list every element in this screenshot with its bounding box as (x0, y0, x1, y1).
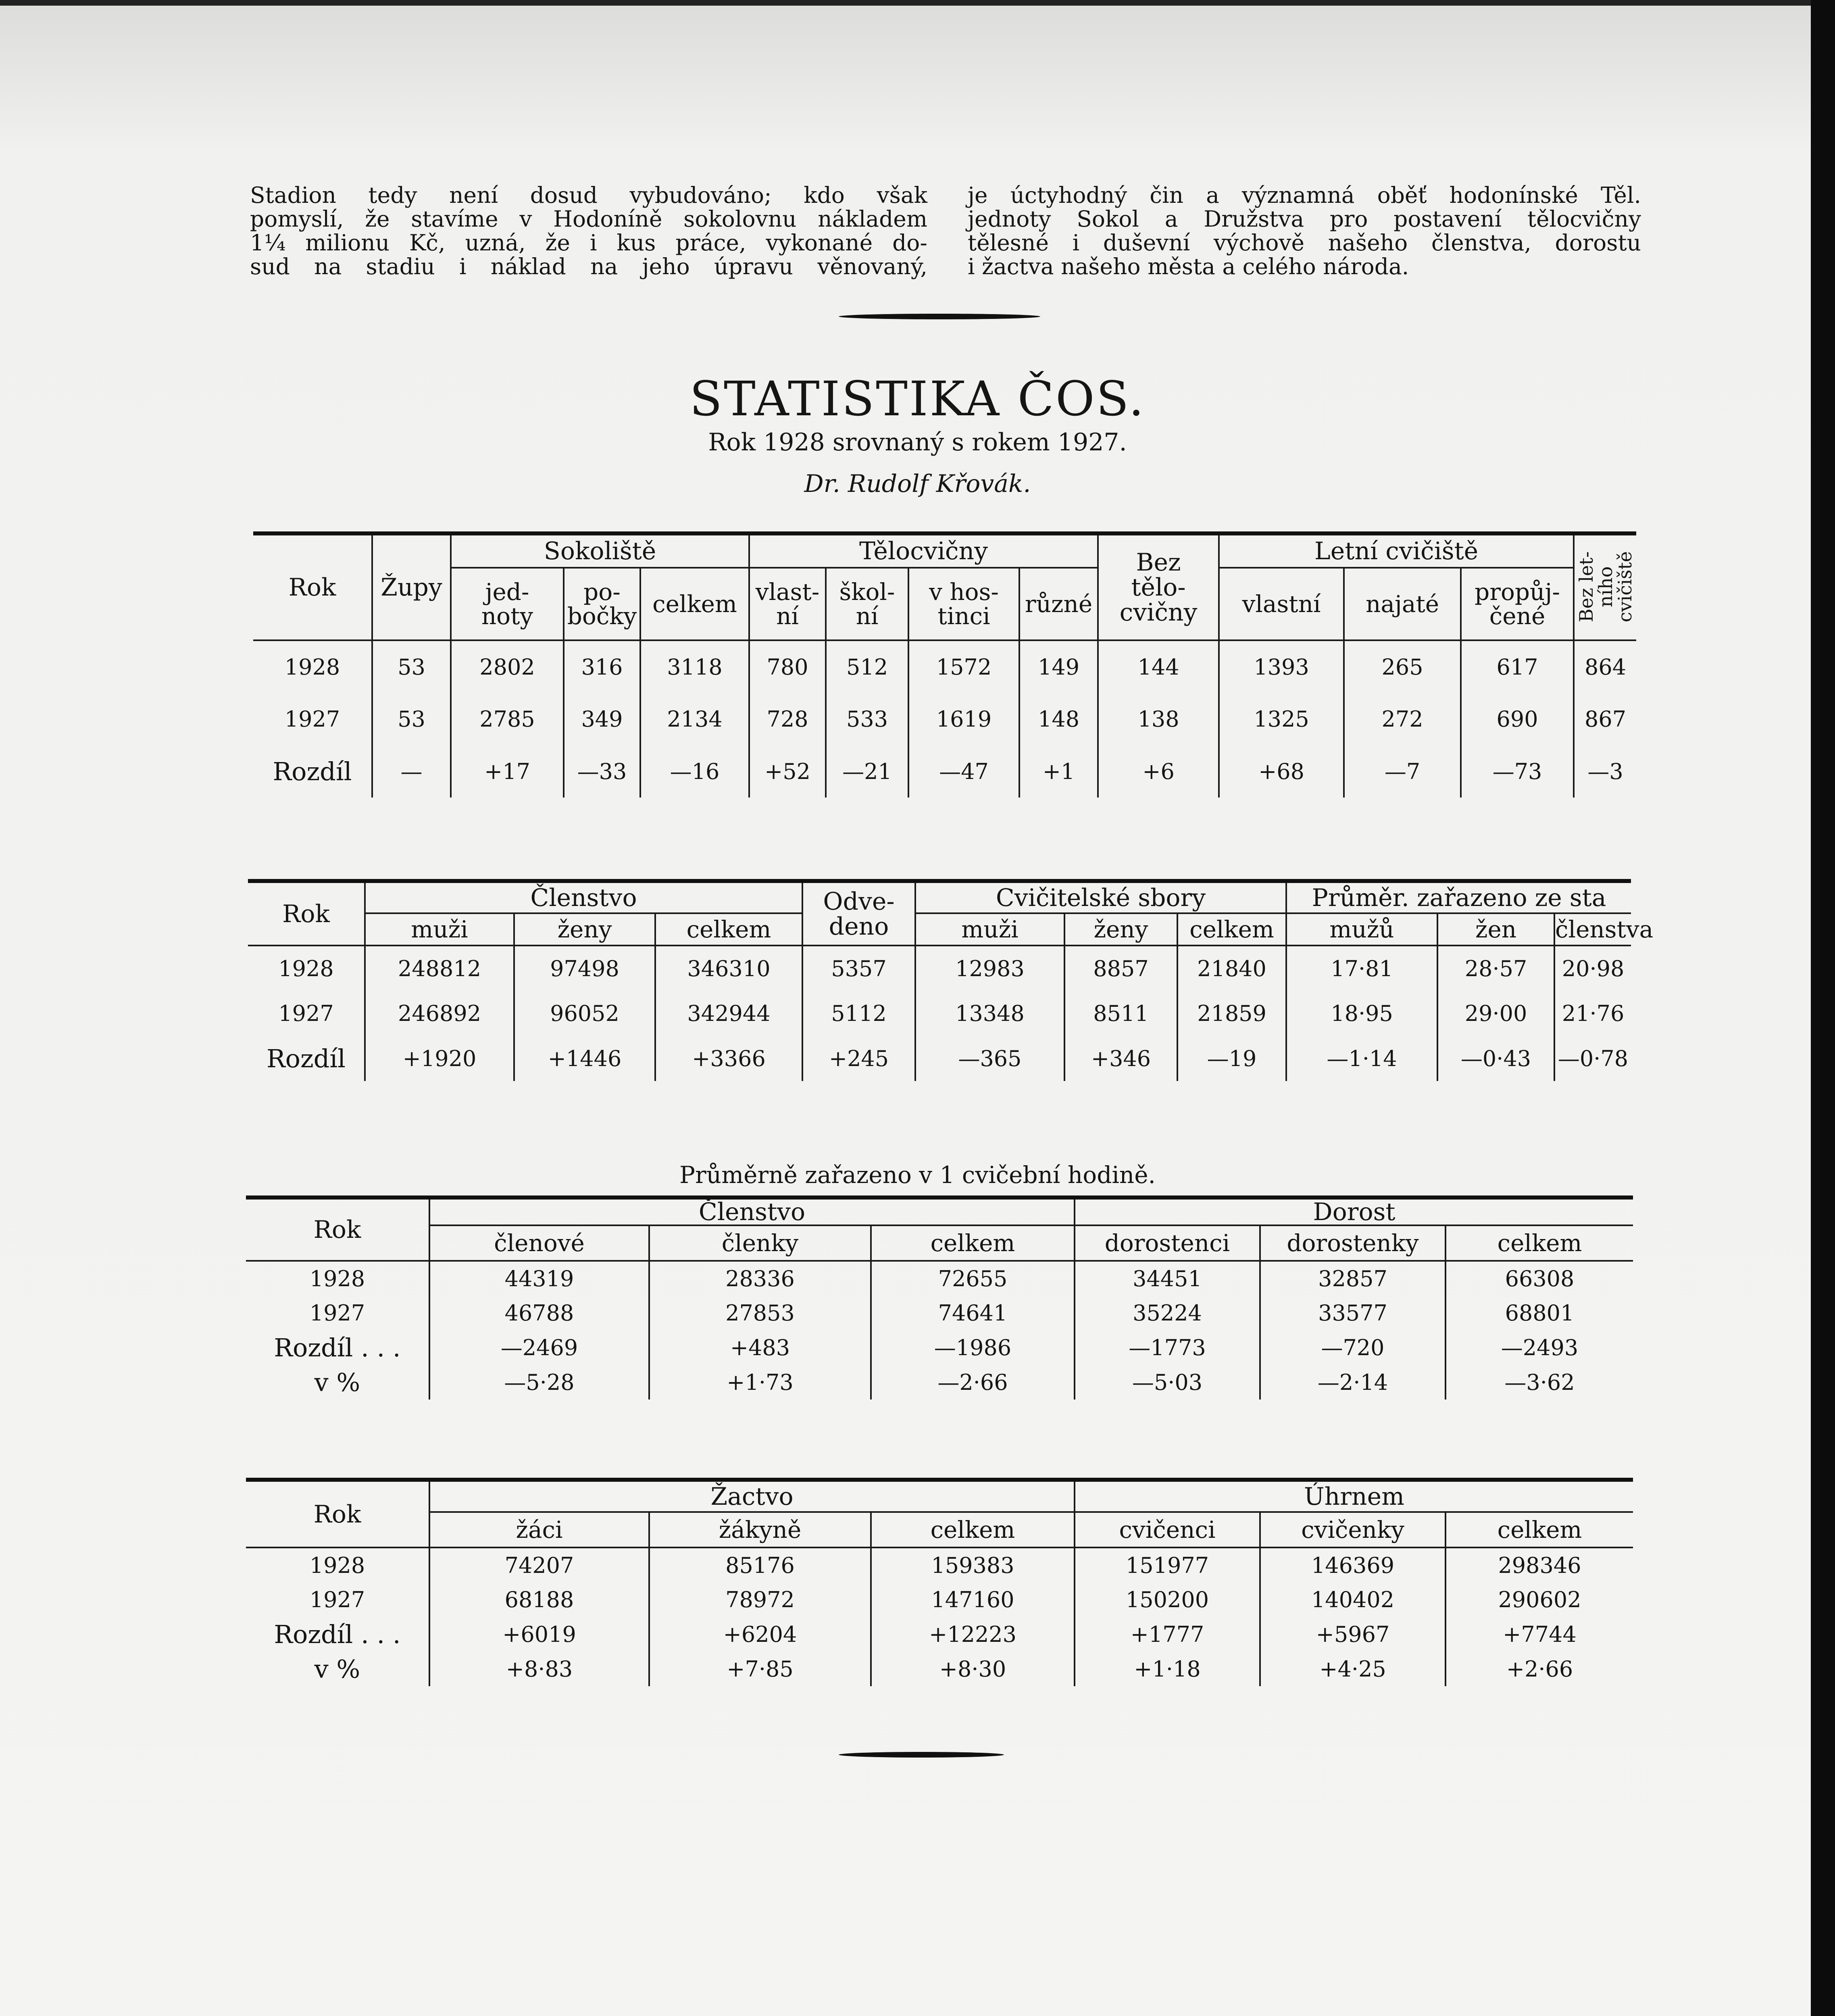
cell: +1·18 (1075, 1652, 1260, 1686)
table-row (246, 1617, 1633, 1652)
cell: 265 (1344, 640, 1461, 693)
group-header-zactvo: Žactvo (429, 1480, 1075, 1512)
cell: 2802 (451, 640, 564, 693)
page-title: STATISTIKA ČOS. (689, 371, 1146, 427)
col-header-sbory-zeny: ženy (1064, 913, 1177, 946)
cell: 728 (749, 693, 826, 745)
col-header-clenove: členové (429, 1225, 649, 1261)
table-caption: Průměrně zařazeno v 1 cvičební hodině. (679, 1161, 1156, 1189)
table-row (248, 946, 1631, 991)
cell: 53 (372, 640, 451, 693)
table-sokoliste (253, 531, 1636, 798)
col-header-zeny: ženy (514, 913, 655, 946)
subtitle: Rok 1928 srovnaný s rokem 1927. (708, 428, 1127, 456)
cell: 20·98 (1562, 956, 1625, 981)
row-label: v % (246, 1365, 429, 1400)
col-header-pobocky: po- bočky (564, 568, 640, 640)
group-header-uhrnem: Úhrnem (1075, 1480, 1633, 1512)
cell: +7·85 (649, 1652, 871, 1686)
cell: +245 (802, 1036, 915, 1081)
cell: —2·14 (1260, 1365, 1446, 1400)
row-label: 1927 (253, 693, 372, 745)
group-header-dorost: Dorost (1075, 1198, 1633, 1225)
table-row (246, 1547, 1633, 1582)
cell: —3·62 (1504, 1369, 1575, 1395)
cell: +6019 (429, 1617, 649, 1652)
cell: 78972 (649, 1582, 871, 1617)
cell: 18·95 (1286, 991, 1437, 1036)
cell: +4·25 (1260, 1652, 1446, 1686)
cell: 68188 (429, 1582, 649, 1617)
cell: —19 (1177, 1036, 1286, 1081)
cell: 28336 (649, 1261, 871, 1295)
col-header-uhrnem-celkem: celkem (1446, 1512, 1633, 1547)
cell: 29·00 (1437, 991, 1554, 1036)
col-header-letni-vlastni: vlastní (1219, 568, 1344, 640)
cell: 150200 (1075, 1582, 1260, 1617)
author: Dr. Rudolf Křovák. (804, 470, 1031, 498)
row-label: 1928 (253, 640, 372, 693)
cell: 1619 (908, 693, 1019, 745)
table-row (246, 1652, 1633, 1686)
cell: —0·43 (1437, 1036, 1554, 1081)
cell: —16 (640, 745, 749, 798)
col-header-muzi: muži (365, 913, 514, 946)
cell: 13348 (915, 991, 1064, 1036)
intro-line: sud na stadiu i náklad na jeho úpravu věnovaný, (250, 254, 927, 279)
cell: 159383 (871, 1547, 1075, 1582)
cell: 316 (564, 640, 640, 693)
cell: 149 (1019, 640, 1098, 693)
col-header-celkem: celkem (871, 1225, 1075, 1261)
cell: 66308 (1505, 1266, 1575, 1291)
row-label: 1927 (246, 1582, 429, 1617)
group-header-prumer: Průměr. zařazeno ze sta (1286, 881, 1631, 913)
cell: 290602 (1498, 1587, 1581, 1612)
col-header-bez-letniho-cviciste (1574, 533, 1636, 640)
cell: +2·66 (1506, 1656, 1573, 1682)
row-label: Rozdíl (253, 745, 372, 798)
row-label: Rozdíl (248, 1036, 365, 1081)
cell: 780 (749, 640, 826, 693)
cell: +1446 (514, 1036, 655, 1081)
group-header-clenstvo: Členstvo (429, 1198, 1075, 1225)
col-header-sbory-muzi: muži (915, 913, 1064, 946)
row-label: Rozdíl . . . (246, 1617, 429, 1652)
cell: 148 (1019, 693, 1098, 745)
row-label: 1928 (248, 946, 365, 991)
cell: —33 (564, 745, 640, 798)
cell: 248812 (365, 946, 514, 991)
cell: —720 (1260, 1330, 1446, 1365)
cell: —1·14 (1286, 1036, 1437, 1081)
cell: —5·28 (429, 1365, 649, 1400)
table-row (246, 1330, 1633, 1365)
col-header-prumer-muzu: mužů (1286, 913, 1437, 946)
col-header-sbory-celkem: celkem (1177, 913, 1286, 946)
cell: 85176 (649, 1547, 871, 1582)
cell: 298346 (1498, 1552, 1581, 1578)
cell: 27853 (649, 1295, 871, 1330)
cell: 21·76 (1562, 1000, 1625, 1026)
intro-line: 1¼ milionu Kč, uzná, že i kus práce, vykonané do- (250, 230, 927, 256)
cell: +6 (1098, 745, 1219, 798)
cell: 97498 (514, 946, 655, 991)
cell: 8857 (1064, 946, 1177, 991)
cell: +346 (1064, 1036, 1177, 1081)
vertical-header-text: Bez let- ního cvičiště (1575, 551, 1636, 623)
col-header-letni-najate: najaté (1344, 568, 1461, 640)
col-header-celkem: celkem (871, 1512, 1075, 1547)
ornament-divider (839, 1752, 1004, 1758)
cell: +1 (1019, 745, 1098, 798)
cell: 512 (826, 640, 908, 693)
cell: —7 (1344, 745, 1461, 798)
group-header-cvicitelske-sbory: Cvičitelské sbory (915, 881, 1286, 913)
cell: —2469 (429, 1330, 649, 1365)
cell: 35224 (1075, 1295, 1260, 1330)
col-header-cvicenci: cvičenci (1075, 1512, 1260, 1547)
intro-line: Stadion tedy není dosud vybudováno; kdo však (250, 182, 927, 208)
cell: —1773 (1075, 1330, 1260, 1365)
cell: —3 (1587, 758, 1623, 784)
cell: —2·66 (871, 1365, 1075, 1400)
cell: 144 (1098, 640, 1219, 693)
col-header-rok: Rok (253, 533, 372, 640)
group-header-letni-cviciste: Letní cvičiště (1219, 533, 1574, 568)
table-row (246, 1365, 1633, 1400)
table-clenstvo (248, 879, 1654, 1081)
col-header-odvedeno: Odve- deno (802, 881, 915, 946)
cell: 864 (1585, 654, 1627, 680)
table-row (248, 991, 1631, 1036)
cell: 867 (1585, 706, 1627, 732)
cell: 32857 (1260, 1261, 1446, 1295)
cell: 21859 (1177, 991, 1286, 1036)
cell: 349 (564, 693, 640, 745)
cell: 151977 (1075, 1547, 1260, 1582)
cell: 8511 (1064, 991, 1177, 1036)
col-header-zupy: Župy (372, 533, 451, 640)
intro-paragraph-left (250, 183, 927, 279)
cell: +1920 (365, 1036, 514, 1081)
table-row (248, 1036, 1631, 1081)
intro-line: tělesné i duševní výchově našeho členstva, dorostu (968, 230, 1641, 256)
intro-line: i žactva našeho města a celého národa. (968, 254, 1409, 279)
cell: +17 (451, 745, 564, 798)
table-prumerne-zarazeno (246, 1195, 1633, 1400)
cell: 46788 (429, 1295, 649, 1330)
table-row (253, 640, 1636, 693)
col-header-dorostenky: dorostenky (1260, 1225, 1446, 1261)
table-zactvo (246, 1478, 1633, 1686)
cell: —47 (908, 745, 1019, 798)
cell: +483 (649, 1330, 871, 1365)
col-header-v-hostinci: v hos- tinci (908, 568, 1019, 640)
row-label: v % (246, 1652, 429, 1686)
cell: 272 (1344, 693, 1461, 745)
table-row (253, 745, 1636, 798)
cell: +1777 (1075, 1617, 1260, 1652)
cell: 617 (1461, 640, 1574, 693)
cell: 34451 (1075, 1261, 1260, 1295)
table-row (246, 1295, 1633, 1330)
col-header-dorost-celkem: celkem (1446, 1225, 1633, 1261)
cell: +7744 (1503, 1621, 1577, 1647)
cell: 96052 (514, 991, 655, 1036)
cell: +8·30 (871, 1652, 1075, 1686)
cell: +5967 (1260, 1617, 1446, 1652)
cell: 21840 (1177, 946, 1286, 991)
cell: 12983 (915, 946, 1064, 991)
col-header-cvicenky: cvičenky (1260, 1512, 1446, 1547)
cell: 33577 (1260, 1295, 1446, 1330)
cell: 1325 (1219, 693, 1344, 745)
intro-paragraph-right (968, 183, 1641, 279)
cell: +8·83 (429, 1652, 649, 1686)
intro-line: je úctyhodný čin a významná oběť hodonínské Těl. (968, 182, 1641, 208)
col-header-zaci: žáci (429, 1512, 649, 1547)
cell: 5112 (802, 991, 915, 1036)
cell: 68801 (1505, 1300, 1575, 1326)
row-label: Rozdíl . . . (246, 1330, 429, 1365)
col-header-dorostenci: dorostenci (1075, 1225, 1260, 1261)
cell: 3118 (640, 640, 749, 693)
intro-line: jednoty Sokol a Družstva pro postavení tělocvičny (968, 206, 1641, 232)
cell: —1986 (871, 1330, 1075, 1365)
cell: 5357 (802, 946, 915, 991)
cell: 44319 (429, 1261, 649, 1295)
row-label: 1927 (248, 991, 365, 1036)
col-header-skolni: škol- ní (826, 568, 908, 640)
cell: — (372, 745, 451, 798)
cell: +52 (749, 745, 826, 798)
cell: 147160 (871, 1582, 1075, 1617)
cell: +1·73 (649, 1365, 871, 1400)
cell: 1572 (908, 640, 1019, 693)
cell: —365 (915, 1036, 1064, 1081)
cell: 246892 (365, 991, 514, 1036)
scan-right-edge (1811, 0, 1835, 2016)
group-header-telocvicny: Tělocvičny (749, 533, 1098, 568)
col-header-prumer-clenstva: členstva (1554, 913, 1631, 946)
cell: +12223 (871, 1617, 1075, 1652)
cell: 146369 (1260, 1547, 1446, 1582)
cell: —2493 (1501, 1335, 1579, 1360)
col-header-jednoty: jed- noty (451, 568, 564, 640)
col-header-celkem: celkem (640, 568, 749, 640)
col-header-rok: Rok (248, 881, 365, 946)
cell: +6204 (649, 1617, 871, 1652)
group-header-sokoliste: Sokoliště (451, 533, 749, 568)
cell: 2785 (451, 693, 564, 745)
cell: —73 (1461, 745, 1574, 798)
cell: —0·78 (1558, 1045, 1629, 1071)
cell: 53 (372, 693, 451, 745)
cell: 74207 (429, 1547, 649, 1582)
col-header-prumer-zen: žen (1437, 913, 1554, 946)
cell: 690 (1461, 693, 1574, 745)
cell: +3366 (655, 1036, 802, 1081)
col-header-bez-telocvicny: Bez tělo- cvičny (1098, 533, 1219, 640)
cell: 74641 (871, 1295, 1075, 1330)
row-label: 1928 (246, 1261, 429, 1295)
cell: 2134 (640, 693, 749, 745)
cell: 342944 (655, 991, 802, 1036)
row-label: 1927 (246, 1295, 429, 1330)
cell: —5·03 (1075, 1365, 1260, 1400)
col-header-celkem: celkem (655, 913, 802, 946)
cell: 28·57 (1437, 946, 1554, 991)
table-row (246, 1582, 1633, 1617)
cell: 346310 (655, 946, 802, 991)
cell: 17·81 (1286, 946, 1437, 991)
cell: 1393 (1219, 640, 1344, 693)
ornament-divider (839, 314, 1040, 319)
col-header-clenky: členky (649, 1225, 871, 1261)
col-header-rok: Rok (246, 1480, 429, 1547)
intro-line: pomyslí, že stavíme v Hodoníně sokolovnu nákladem (250, 206, 927, 232)
col-header-rok: Rok (246, 1198, 429, 1261)
scan-top-edge (0, 0, 1835, 6)
col-header-vlastni: vlast- ní (749, 568, 826, 640)
row-label: 1928 (246, 1547, 429, 1582)
cell: 533 (826, 693, 908, 745)
table-row (253, 693, 1636, 745)
table-row (246, 1261, 1633, 1295)
col-header-zakyne: žákyně (649, 1512, 871, 1547)
col-header-letni-propujcene: propůj- čené (1461, 568, 1574, 640)
cell: 72655 (871, 1261, 1075, 1295)
cell: 138 (1098, 693, 1219, 745)
group-header-clenstvo: Členstvo (365, 881, 802, 913)
col-header-ruzne: různé (1019, 568, 1098, 640)
cell: 140402 (1260, 1582, 1446, 1617)
cell: +68 (1219, 745, 1344, 798)
cell: —21 (826, 745, 908, 798)
